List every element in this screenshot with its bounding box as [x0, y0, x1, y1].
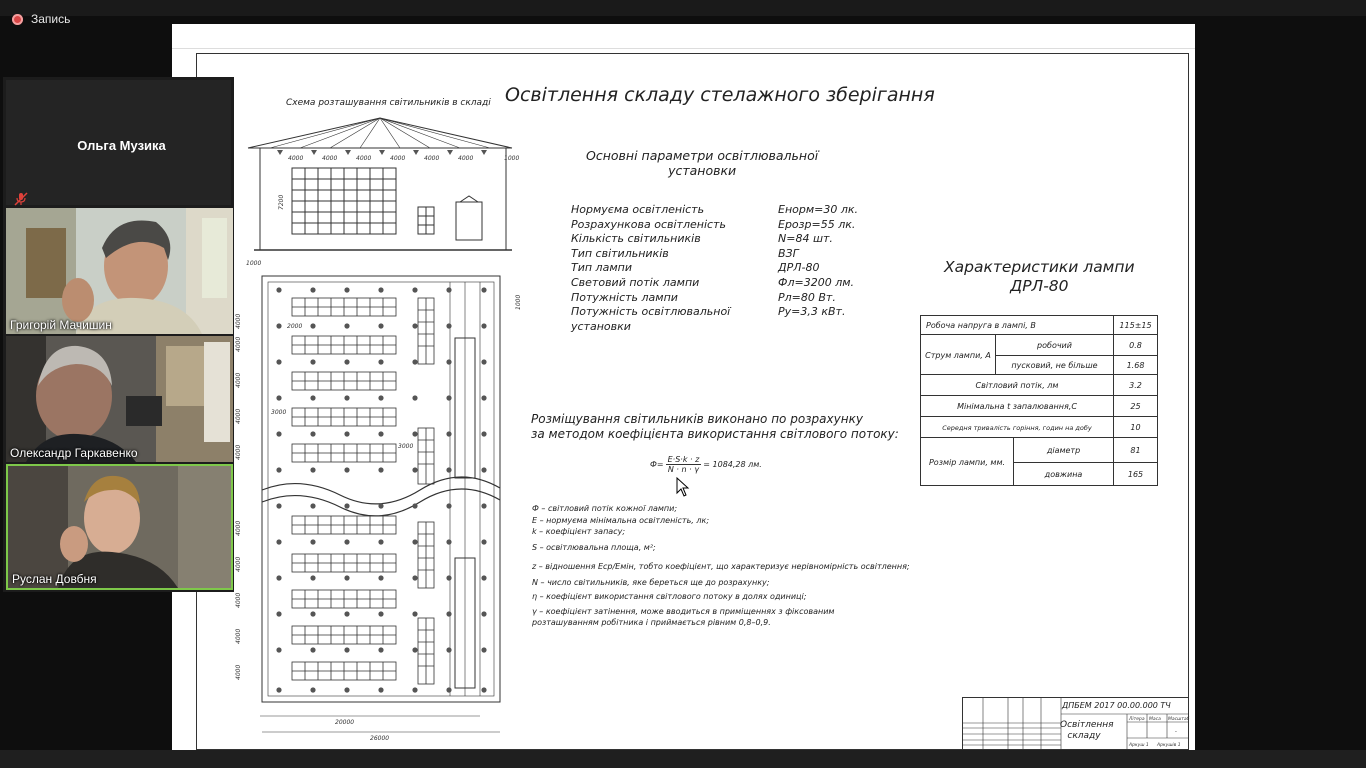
luminaire-dot	[378, 395, 383, 400]
luminaire-dot	[276, 611, 281, 616]
params-title-line-1: Основні параметри освітлювальної	[586, 148, 819, 163]
luminaire-dot	[446, 395, 451, 400]
luminaire-dot	[344, 575, 349, 580]
luminaire-dot	[378, 503, 383, 508]
mouse-cursor-icon	[676, 477, 690, 497]
lamp-cell-value: 115±15	[1113, 316, 1157, 334]
record-icon	[12, 14, 23, 25]
lamp-cell-label: Робоча напруга в лампі, В	[926, 320, 1036, 330]
luminaire-dot	[378, 575, 383, 580]
luminaire-dot	[276, 539, 281, 544]
luminaire-dot	[481, 359, 486, 364]
lamp-row	[921, 374, 1157, 396]
luminaire-dot	[481, 539, 486, 544]
luminaire-dot	[446, 323, 451, 328]
dim-top-5: 4000	[424, 155, 440, 162]
luminaire-dot	[378, 323, 383, 328]
param-row	[571, 247, 858, 262]
luminaire-dot	[310, 647, 315, 652]
lamp-cell-value: 10	[1113, 417, 1157, 438]
dim-bottom-2: 26000	[370, 735, 390, 742]
section-luminaire	[447, 150, 453, 155]
lamp-row	[921, 395, 1157, 417]
param-row	[571, 203, 858, 218]
dim-top-2: 4000	[322, 155, 338, 162]
dim-top-4: 4000	[390, 155, 406, 162]
luminaire-dot	[412, 359, 417, 364]
luminaire-dot	[446, 539, 451, 544]
dim-left-8: 4000	[235, 592, 242, 608]
luminaire-dot	[276, 575, 281, 580]
section-luminaire	[311, 150, 317, 155]
luminaire-dot	[481, 467, 486, 472]
luminaire-dot	[378, 539, 383, 544]
luminaire-dot	[310, 503, 315, 508]
param-row	[571, 276, 858, 291]
dim-bottom-1: 20000	[335, 719, 355, 726]
dim-height: 7200	[278, 194, 285, 210]
lamp-row	[921, 416, 1157, 438]
dim-top-6: 4000	[458, 155, 474, 162]
param-name: Кількість світильників	[571, 232, 701, 246]
legend-line: γ – коефіцієнт затінення, може вводиться в приміщеннях з фіксованим	[532, 606, 835, 616]
luminaire-dot	[310, 323, 315, 328]
param-value: Ру=3,3 кВт.	[778, 305, 846, 319]
participant-name: Руслан Довбня	[12, 572, 97, 586]
dim-left-6: 4000	[235, 520, 242, 536]
lamp-title-line-1: Характеристики лампи	[944, 258, 1135, 276]
param-name: Нормуєма освітленість	[571, 203, 705, 216]
luminaire-dot	[446, 575, 451, 580]
lamp-row	[921, 334, 1157, 375]
dim-top-1: 4000	[288, 155, 304, 162]
top-bar	[0, 0, 1366, 16]
formula-numerator: E·S·k · z	[667, 455, 700, 464]
luminaire-dot	[310, 467, 315, 472]
lamp-cell-value: 81	[1113, 438, 1157, 462]
plan-racks	[292, 298, 434, 684]
luminaire-dot	[344, 503, 349, 508]
luminaire-dot	[344, 611, 349, 616]
luminaire-dot	[344, 359, 349, 364]
luminaire-dot	[276, 395, 281, 400]
dim-top-3: 4000	[356, 155, 372, 162]
lamp-cell-label: діаметр	[1013, 438, 1113, 462]
luminaire-dot	[446, 359, 451, 364]
luminaire-dot	[378, 287, 383, 292]
lamp-cell-label: Розмір лампи, мм.	[928, 457, 1006, 467]
param-name: Тип лампи	[571, 261, 632, 275]
formula-fraction	[666, 455, 702, 474]
luminaire-dot	[310, 431, 315, 436]
placement-line-1: Розміщування світильників виконано по розрахунку	[531, 412, 863, 426]
luminaire-dot	[481, 611, 486, 616]
dim-left-4: 4000	[235, 408, 242, 424]
formula-lhs: Ф=	[650, 460, 664, 469]
luminaire-dot	[276, 467, 281, 472]
shared-screen-toolbar	[172, 24, 1195, 49]
dim-3000-a: 3000	[271, 409, 287, 416]
lamp-title-line-2: ДРЛ-80	[1010, 277, 1069, 295]
legend-line: Ф – світловий потік кожної лампи;	[532, 504, 678, 513]
param-row	[571, 232, 858, 247]
participant-tile-olga[interactable]	[6, 80, 231, 205]
luminaire-dot	[412, 539, 417, 544]
drawing-title: Освітлення складу стелажного зберігання	[505, 84, 935, 106]
param-row	[571, 261, 858, 276]
param-value: ВЗГ	[778, 246, 799, 260]
luminaire-dot	[344, 647, 349, 652]
legend-line: E – нормуєма мінімальна освітленість, лк;	[532, 515, 710, 525]
luminaire-dot	[344, 431, 349, 436]
param-name: Потужність освітлювальної установки	[571, 305, 731, 333]
section-luminaire	[379, 150, 385, 155]
param-value: Рл=80 Вт.	[778, 290, 836, 304]
formula-legend	[532, 503, 910, 629]
params-title-line-2: установки	[668, 163, 737, 178]
lamp-cell-value: 0.8	[1113, 335, 1157, 355]
luminaire-dot	[412, 687, 417, 692]
luminaire-dot	[276, 323, 281, 328]
params-list	[571, 203, 859, 333]
formula-denominator: N · n · γ	[667, 465, 699, 474]
param-name: Тип світильників	[571, 246, 669, 260]
luminaire-dot	[310, 575, 315, 580]
param-value: N=84 шт.	[778, 232, 833, 246]
lamp-cell-label: Середня тривалість горіння, годин на добу	[942, 423, 1092, 432]
param-name: Потужність лампи	[571, 290, 678, 304]
lamp-cell-label: Мінімальна t запалювання,С	[957, 402, 1077, 411]
luminaire-dot	[378, 431, 383, 436]
dim-left-1: 4000	[235, 313, 242, 329]
luminaire-dot	[446, 287, 451, 292]
stamp-scale-value: -	[1175, 729, 1177, 735]
luminaire-dot	[481, 687, 486, 692]
dim-right-1000: 1000	[515, 294, 522, 310]
luminaire-dot	[378, 359, 383, 364]
luminaire-dot	[378, 611, 383, 616]
recording-label: Запись	[31, 12, 71, 26]
param-row	[571, 291, 858, 306]
luminaire-dot	[276, 431, 281, 436]
luminaire-dot	[481, 323, 486, 328]
lamp-cell-label: пусковий, не більше	[995, 355, 1113, 375]
dim-left-10: 4000	[235, 664, 242, 680]
participant-video	[6, 336, 233, 462]
dim-left-2: 4000	[235, 336, 242, 352]
scheme-caption: Схема розташування світильників в складі	[286, 98, 491, 108]
luminaire-dot	[310, 359, 315, 364]
stamp-col-letter: Літера	[1129, 717, 1145, 722]
section-luminaire	[345, 150, 351, 155]
luminaire-dot	[412, 431, 417, 436]
luminaire-dot	[310, 611, 315, 616]
lamp-cell-label: довжина	[1013, 462, 1113, 486]
luminaire-dot	[344, 395, 349, 400]
luminaire-dot	[412, 467, 417, 472]
lamp-cell-label: робочий	[995, 335, 1113, 355]
luminaire-dot	[378, 647, 383, 652]
lamp-row	[921, 437, 1157, 486]
participant-video	[6, 208, 233, 334]
stamp-code: ДПБЕМ 2017 00.00.000 ТЧ	[1062, 701, 1171, 710]
section-luminaire	[277, 150, 283, 155]
participant-tile-hryhorii[interactable]	[6, 208, 233, 334]
lamp-cell-value: 25	[1113, 396, 1157, 417]
luminaire-dot	[412, 503, 417, 508]
legend-line: N – число світильників, яке береться ще до розрахунку;	[532, 577, 770, 587]
luminaire-dot	[378, 467, 383, 472]
dim-left-9: 4000	[235, 628, 242, 644]
luminaire-dot	[310, 539, 315, 544]
param-row	[571, 305, 858, 333]
luminaire-dot	[310, 287, 315, 292]
luminaire-dot	[344, 539, 349, 544]
luminaire-dot	[344, 467, 349, 472]
warehouse-plan	[235, 110, 530, 750]
section-luminaire	[413, 150, 419, 155]
luminaire-dot	[446, 687, 451, 692]
lamp-title	[944, 258, 1135, 296]
bottom-bar	[0, 750, 1366, 768]
luminaire-dot	[276, 287, 281, 292]
stamp-col-mass: Маса	[1149, 717, 1161, 722]
lamp-cell-value: 1.68	[1113, 355, 1157, 375]
luminaire-dot	[276, 687, 281, 692]
stamp-name: Освітлення складу	[1060, 720, 1114, 741]
lamp-table	[920, 315, 1158, 486]
stamp-sheet: Аркуш 1	[1129, 743, 1149, 748]
lamp-cell-label: Світловий потік, лм	[975, 381, 1059, 390]
luminaire-dot	[310, 687, 315, 692]
formula-result: = 1084,28 лм.	[703, 460, 762, 469]
luminaire-dot	[481, 647, 486, 652]
luminaire-dot	[481, 431, 486, 436]
placement-text	[531, 412, 899, 442]
luminaire-dot	[276, 647, 281, 652]
luminaire-dot	[446, 431, 451, 436]
luminaire-dot	[344, 287, 349, 292]
lamp-cell-label: Струм лампи, А	[925, 350, 991, 360]
luminaire-dot	[446, 611, 451, 616]
legend-line: k – коефіцієнт запасу;	[532, 527, 626, 536]
legend-line: z – відношення Eср/Eмін, тобто коефіцієнт, що характеризує нерівномірність освітлення;	[532, 562, 910, 571]
legend-line: η – коефіцієнт використання світлового потоку в долях одиниці;	[532, 592, 807, 601]
param-value: ДРЛ-80	[778, 261, 820, 275]
luminaire-dot	[481, 503, 486, 508]
luminaire-dot	[446, 467, 451, 472]
participants-panel	[3, 77, 234, 592]
luminaire-dot	[412, 323, 417, 328]
stamp-col-scale: Масштаб	[1168, 717, 1190, 722]
stamp-sheets: Аркушів 1	[1157, 743, 1181, 748]
dim-3000-b: 3000	[398, 443, 414, 450]
luminaire-dot	[481, 395, 486, 400]
lamp-cell-value: 165	[1113, 462, 1157, 486]
dim-left-7: 4000	[235, 556, 242, 572]
participant-name: Олександр Гаркавенко	[10, 446, 138, 460]
placement-line-2: за методом коефіцієнта використання світлового потоку:	[531, 427, 899, 441]
luminaire-dot	[446, 647, 451, 652]
param-value: Фл=3200 лм.	[778, 275, 855, 289]
luminaire-dot	[412, 575, 417, 580]
dim-top-7: 1000	[504, 155, 520, 162]
params-title	[586, 148, 818, 178]
dim-left-5: 4000	[235, 444, 242, 460]
participant-name: Григорій Мачишин	[10, 318, 112, 332]
luminaire-dot	[378, 687, 383, 692]
param-row	[571, 218, 858, 233]
param-value: Eрозр=55 лк.	[778, 217, 856, 231]
participant-tile-ruslan[interactable]	[6, 464, 233, 590]
luminaire-dot	[344, 323, 349, 328]
legend-line: розташуванням робітника і приймається рівним 0,8–0,9.	[532, 618, 771, 627]
param-name: Световий потік лампи	[571, 275, 700, 289]
luminaire-dot	[481, 575, 486, 580]
dim-2000: 2000	[287, 323, 303, 330]
legend-line: S – освітлювальна площа, м²;	[532, 542, 656, 552]
participant-video	[8, 466, 231, 588]
lamp-cell-value: 3.2	[1113, 375, 1157, 396]
param-name: Розрахункова освітленість	[571, 217, 726, 231]
luminaire-dot	[276, 359, 281, 364]
luminaire-dot	[412, 647, 417, 652]
luminaire-dot	[412, 611, 417, 616]
formula	[650, 455, 762, 474]
luminaire-dot	[276, 503, 281, 508]
dim-left-1000: 1000	[246, 260, 262, 267]
param-value: Eнорм=30 лк.	[778, 203, 859, 216]
recording-indicator[interactable]	[12, 12, 70, 26]
luminaire-dot	[412, 395, 417, 400]
mic-off-icon	[14, 192, 28, 206]
dim-left-3: 4000	[235, 372, 242, 388]
participant-tile-oleksandr[interactable]	[6, 336, 233, 462]
luminaire-dot	[412, 287, 417, 292]
section-luminaire	[481, 150, 487, 155]
luminaire-dot	[344, 687, 349, 692]
luminaire-dot	[446, 503, 451, 508]
luminaire-dot	[310, 395, 315, 400]
luminaire-dot	[481, 287, 486, 292]
participant-name: Ольга Музика	[77, 138, 166, 153]
lamp-row	[921, 316, 1157, 334]
